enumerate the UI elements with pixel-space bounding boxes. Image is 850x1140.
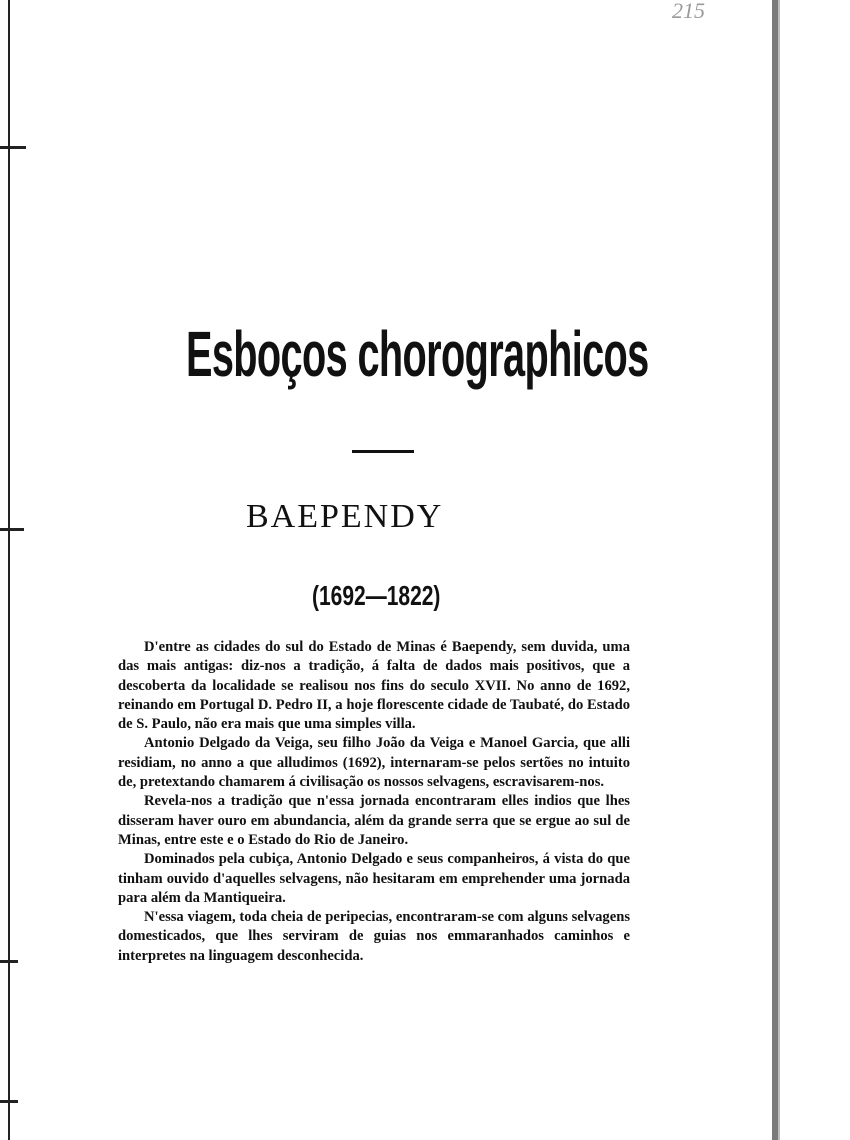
paragraph: D'entre as cidades do sul do Estado de Minas é Baependy, sem duvida, uma das mais antigas: diz-nos a tradição, á falta de dados mais positivos, que a descoberta da localidade se realisou nos fins do seculo XVII. No anno de 1692, reinando em Portugal D. Pedro II, a hoje florescente cidade de Taubaté, do Estado de S. Paulo, não era mais que uma simples villa. <box>118 639 630 733</box>
date-range: (1692—1822) <box>312 580 441 611</box>
paragraph: Antonio Delgado da Veiga, seu filho João da Veiga e Manoel Garcia, que alli residiam, no anno a que alludimos (1692), internaram-se pelos sertões no intuito de, pretextando chamarem á civilisação os nossos selvagens, escravisarem-nos. <box>118 735 630 791</box>
binding-stitch <box>0 146 26 149</box>
binding-edge <box>8 0 10 1140</box>
paragraph: N'essa viagem, toda cheia de peripecias, encontraram-se com alguns selvagens domesticados, que lhes serviram de guias nos emmaranhados caminhos e interpretes na linguagem desconhecida. <box>118 909 630 964</box>
page-edge-shadow <box>778 0 780 1140</box>
section-heading: BAEPENDY <box>246 498 444 535</box>
paragraph: Revela-nos a tradição que n'essa jornada encontraram elles indios que lhes disseram haver ouro em abundancia, além da grande serra que se ergue ao sul de Minas, entre este e o Estado do Rio de Janeiro. <box>118 793 630 848</box>
binding-stitch <box>0 1100 18 1103</box>
page-title: Esboços chorographicos <box>186 318 649 390</box>
binding-stitch <box>0 528 24 531</box>
page-number: 215 <box>672 0 705 23</box>
binding-stitch <box>0 960 18 963</box>
title-rule <box>352 450 414 453</box>
body-text <box>118 638 630 966</box>
paragraph: Dominados pela cubiça, Antonio Delgado e seus companheiros, á vista do que tinham ouvido d'aquelles selvagens, não hesitaram em emprehender uma jornada para além da Mantiqueira. <box>118 851 630 906</box>
